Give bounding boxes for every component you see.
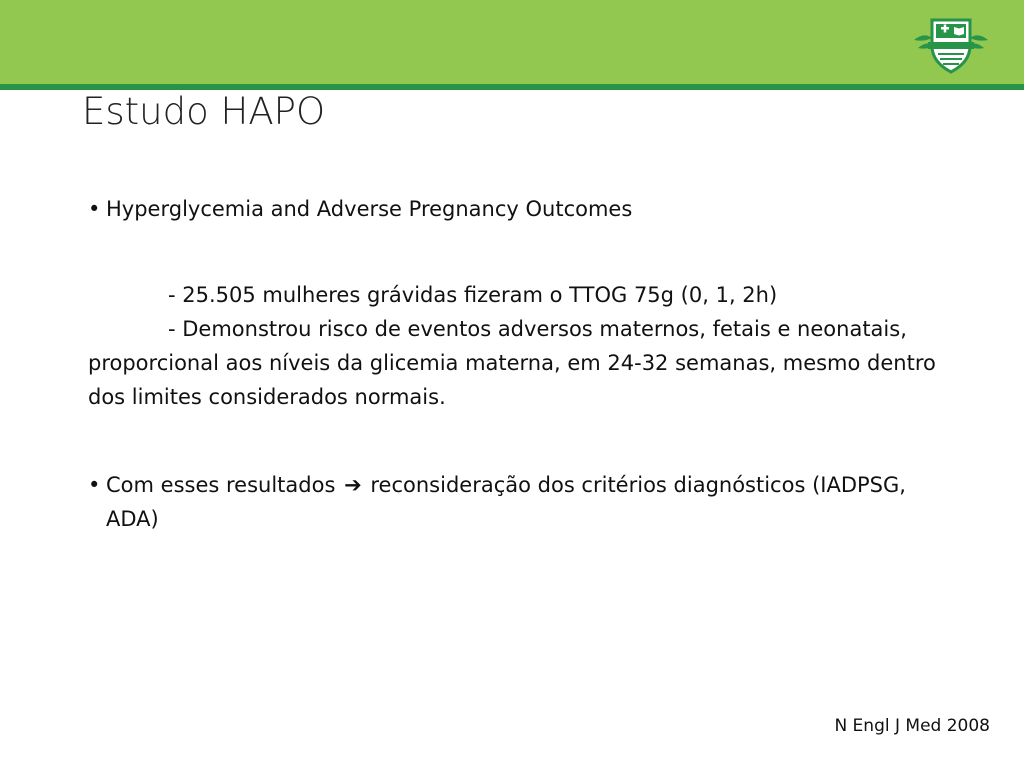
bullet-conclusion [88,468,948,536]
medical-shield-logo-icon [910,12,992,74]
bullet-text-part2: reconsideração dos critérios diagnósticos (IADPSG, ADA) [106,473,906,531]
bullet-text: Hyperglycemia and Adverse Pregnancy Outcomes [106,197,633,221]
arrow-right-icon: ➔ [344,473,362,497]
slide-body [88,192,948,536]
study-population-line: - 25.505 mulheres grávidas fizeram o TTOG 75g (0, 1, 2h) [168,283,778,307]
slide-title: Estudo HAPO [82,90,326,133]
bullet-marker: • [88,473,101,497]
bullet-hapo-definition [88,192,948,226]
bullet-marker: • [88,197,101,221]
study-findings-paragraph: - Demonstrou risco de eventos adversos maternos, fetais e neonatais, proporcional aos níveis da glicemia materna, em 24-32 semanas, mesmo dentro dos limites considerados normais. [88,317,936,409]
bullet-text-part1: Com esses resultados [106,473,336,497]
citation: N Engl J Med 2008 [834,716,990,736]
spacer [88,226,948,278]
header-band [0,0,1024,84]
